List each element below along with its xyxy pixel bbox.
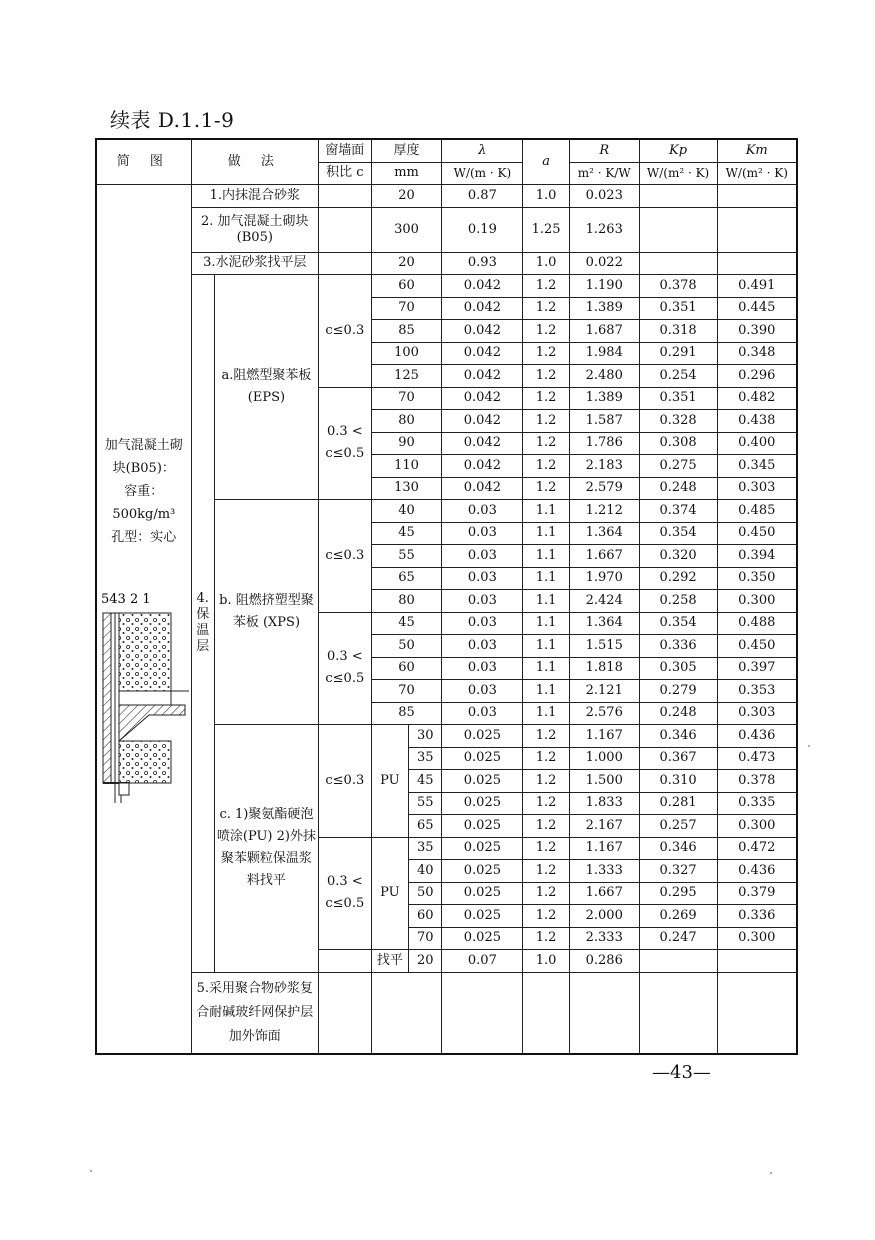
km-cell: 0.390 <box>717 320 797 343</box>
r-cell: 2.167 <box>569 815 639 838</box>
header-km: Km <box>717 139 797 162</box>
kp-cell: 0.248 <box>639 477 717 500</box>
km-cell: 0.472 <box>717 837 797 860</box>
thickness-cell: 70 <box>371 680 442 703</box>
a-cell: 1.2 <box>523 860 570 883</box>
pu-material-code: PU <box>371 837 408 950</box>
kp-cell: 0.327 <box>639 860 717 883</box>
xps-ratio-high: 0.3 < c≤0.5 <box>319 612 372 725</box>
km-cell: 0.473 <box>717 747 797 770</box>
kp-cell <box>639 185 717 208</box>
thickness-cell: 55 <box>371 545 442 568</box>
header-thickness-unit: mm <box>371 162 442 185</box>
r-cell: 2.576 <box>569 702 639 725</box>
thickness-cell: 130 <box>371 477 442 500</box>
a-cell: 1.0 <box>523 252 570 275</box>
a-cell: 1.2 <box>523 905 570 928</box>
lambda-cell: 0.025 <box>442 747 523 770</box>
km-cell: 0.300 <box>717 927 797 950</box>
eps-material-label: a.阻燃型聚苯板 (EPS) <box>214 275 318 500</box>
km-cell: 0.450 <box>717 635 797 658</box>
a-cell <box>523 972 570 1054</box>
km-cell: 0.450 <box>717 522 797 545</box>
kp-cell: 0.320 <box>639 545 717 568</box>
scan-speck <box>90 1170 92 1172</box>
a-cell: 1.2 <box>523 815 570 838</box>
ratio-cell <box>319 950 372 973</box>
km-cell: 0.350 <box>717 567 797 590</box>
a-cell: 1.1 <box>523 635 570 658</box>
kp-cell: 0.354 <box>639 612 717 635</box>
a-cell: 1.2 <box>523 275 570 298</box>
lambda-cell: 0.03 <box>442 680 523 703</box>
km-cell: 0.378 <box>717 770 797 793</box>
thickness-cell: 60 <box>371 657 442 680</box>
kp-cell: 0.374 <box>639 500 717 523</box>
kp-cell: 0.308 <box>639 432 717 455</box>
a-cell: 1.1 <box>523 522 570 545</box>
header-r: R <box>569 139 639 162</box>
r-cell: 1.786 <box>569 432 639 455</box>
kp-cell: 0.269 <box>639 905 717 928</box>
r-cell: 1.515 <box>569 635 639 658</box>
ratio-cell <box>319 185 372 208</box>
thickness-cell: 20 <box>371 252 442 275</box>
km-cell: 0.436 <box>717 725 797 748</box>
kp-cell: 0.275 <box>639 455 717 478</box>
lambda-cell: 0.03 <box>442 635 523 658</box>
table-row <box>96 252 797 275</box>
lambda-cell: 0.042 <box>442 410 523 433</box>
a-cell: 1.2 <box>523 747 570 770</box>
diagram-line: 加气混凝土砌 <box>104 438 183 454</box>
kp-cell: 0.354 <box>639 522 717 545</box>
diagram-layer-labels: 543 2 1 <box>101 592 151 608</box>
km-cell: 0.296 <box>717 365 797 388</box>
diagram-line: 容重： <box>124 484 164 500</box>
thermal-spec-table <box>95 138 798 1055</box>
km-cell: 0.436 <box>717 860 797 883</box>
r-cell: 2.579 <box>569 477 639 500</box>
ratio-cell <box>319 207 372 252</box>
a-cell: 1.0 <box>523 950 570 973</box>
a-cell: 1.2 <box>523 455 570 478</box>
a-cell: 1.1 <box>523 500 570 523</box>
thickness-cell: 60 <box>409 905 442 928</box>
diagram-description <box>99 434 189 549</box>
r-cell: 1.587 <box>569 410 639 433</box>
a-cell: 1.1 <box>523 702 570 725</box>
thickness-cell: 70 <box>371 297 442 320</box>
km-cell <box>717 207 797 252</box>
kp-cell: 0.279 <box>639 680 717 703</box>
r-cell: 1.984 <box>569 342 639 365</box>
r-cell: 2.333 <box>569 927 639 950</box>
layer-2-method: 2. 加气混凝土砌块(B05) <box>191 207 318 252</box>
kp-cell: 0.254 <box>639 365 717 388</box>
kp-cell: 0.351 <box>639 387 717 410</box>
kp-cell: 0.281 <box>639 792 717 815</box>
thickness-cell: 20 <box>371 185 442 208</box>
km-cell: 0.336 <box>717 905 797 928</box>
ratio-cell <box>319 972 372 1054</box>
km-cell: 0.348 <box>717 342 797 365</box>
lambda-cell: 0.042 <box>442 342 523 365</box>
diagram-line: 块(B05)： <box>112 461 175 477</box>
kp-cell: 0.346 <box>639 725 717 748</box>
thickness-cell: 55 <box>409 792 442 815</box>
kp-cell: 0.367 <box>639 747 717 770</box>
km-cell: 0.482 <box>717 387 797 410</box>
lambda-cell: 0.042 <box>442 320 523 343</box>
thickness-cell: 100 <box>371 342 442 365</box>
a-cell: 1.2 <box>523 725 570 748</box>
pu-material-label: c. 1)聚氨酯硬泡喷涂(PU) 2)外抹聚苯颗粒保温浆料找平 <box>214 725 318 973</box>
thickness-cell: 90 <box>371 432 442 455</box>
xps-material-label: b. 阻燃挤塑型聚苯板 (XPS) <box>214 500 318 725</box>
kp-cell: 0.351 <box>639 297 717 320</box>
kp-cell <box>639 972 717 1054</box>
lambda-cell: 0.07 <box>442 950 523 973</box>
pu-ratio-low: c≤0.3 <box>319 725 372 838</box>
thickness-cell: 35 <box>409 837 442 860</box>
kp-cell: 0.291 <box>639 342 717 365</box>
a-cell: 1.2 <box>523 882 570 905</box>
thickness-cell: 60 <box>371 275 442 298</box>
lambda-cell: 0.025 <box>442 725 523 748</box>
thickness-cell: 20 <box>409 950 442 973</box>
r-cell: 1.167 <box>569 837 639 860</box>
a-cell: 1.2 <box>523 432 570 455</box>
thickness-cell: 30 <box>409 725 442 748</box>
km-cell <box>717 252 797 275</box>
lambda-cell: 0.03 <box>442 545 523 568</box>
thickness-cell: 50 <box>371 635 442 658</box>
lambda-cell: 0.03 <box>442 657 523 680</box>
lambda-cell: 0.87 <box>442 185 523 208</box>
lambda-cell: 0.03 <box>442 590 523 613</box>
header-ratio-bottom: 积比 c <box>319 162 372 185</box>
diagram-line: 500kg/m³ <box>112 507 176 523</box>
layer-3-method: 3.水泥砂浆找平层 <box>191 252 318 275</box>
table-body <box>96 185 797 1054</box>
a-cell: 1.2 <box>523 320 570 343</box>
kp-cell: 0.318 <box>639 320 717 343</box>
lambda-cell: 0.03 <box>442 567 523 590</box>
ratio-cell <box>319 252 372 275</box>
km-cell: 0.353 <box>717 680 797 703</box>
thickness-cell: 80 <box>371 410 442 433</box>
pu-ratio-high: 0.3 < c≤0.5 <box>319 837 372 950</box>
a-cell: 1.2 <box>523 342 570 365</box>
kp-cell: 0.336 <box>639 635 717 658</box>
km-cell: 0.303 <box>717 477 797 500</box>
r-cell: 1.212 <box>569 500 639 523</box>
r-cell: 2.000 <box>569 905 639 928</box>
lambda-cell: 0.042 <box>442 387 523 410</box>
km-cell: 0.300 <box>717 815 797 838</box>
r-cell: 1.500 <box>569 770 639 793</box>
thickness-cell: 45 <box>409 770 442 793</box>
lambda-cell: 0.025 <box>442 905 523 928</box>
layer-5-method: 5.采用聚合物砂浆复合耐碱玻纤网保护层加外饰面 <box>191 972 318 1054</box>
r-cell: 1.000 <box>569 747 639 770</box>
thickness-cell: 70 <box>371 387 442 410</box>
header-lambda-unit: W/(m · K) <box>442 162 523 185</box>
header-row-1 <box>96 139 797 162</box>
table-row <box>96 185 797 208</box>
kp-cell: 0.346 <box>639 837 717 860</box>
lambda-cell: 0.025 <box>442 770 523 793</box>
lambda-cell: 0.042 <box>442 275 523 298</box>
a-cell: 1.2 <box>523 387 570 410</box>
thickness-cell: 125 <box>371 365 442 388</box>
a-cell: 1.2 <box>523 927 570 950</box>
kp-cell: 0.247 <box>639 927 717 950</box>
xps-ratio-low: c≤0.3 <box>319 500 372 613</box>
a-cell: 1.1 <box>523 567 570 590</box>
lambda-cell: 0.03 <box>442 522 523 545</box>
a-cell: 1.2 <box>523 837 570 860</box>
a-cell: 1.2 <box>523 410 570 433</box>
lambda-cell: 0.19 <box>442 207 523 252</box>
thickness-cell: 65 <box>371 567 442 590</box>
km-cell: 0.335 <box>717 792 797 815</box>
page-number: —43— <box>652 1062 711 1083</box>
header-ratio-top: 窗墙面 <box>319 139 372 162</box>
r-cell: 1.667 <box>569 545 639 568</box>
kp-cell <box>639 207 717 252</box>
table-row <box>96 207 797 252</box>
r-cell: 1.818 <box>569 657 639 680</box>
r-cell: 0.022 <box>569 252 639 275</box>
lambda-cell: 0.025 <box>442 815 523 838</box>
scan-speck <box>808 745 810 747</box>
eps-ratio-low: c≤0.3 <box>319 275 372 388</box>
km-cell <box>717 950 797 973</box>
lambda-cell: 0.042 <box>442 477 523 500</box>
kp-cell: 0.248 <box>639 702 717 725</box>
diagram-line: 孔型：实心 <box>111 530 177 546</box>
kp-cell: 0.257 <box>639 815 717 838</box>
r-cell: 1.970 <box>569 567 639 590</box>
thickness-cell: 45 <box>371 522 442 545</box>
eps-ratio-high: 0.3 < c≤0.5 <box>319 387 372 500</box>
r-cell: 1.389 <box>569 297 639 320</box>
a-cell: 1.0 <box>523 185 570 208</box>
thickness-cell: 80 <box>371 590 442 613</box>
r-cell: 1.333 <box>569 860 639 883</box>
r-cell: 2.424 <box>569 590 639 613</box>
km-cell: 0.300 <box>717 590 797 613</box>
km-cell: 0.379 <box>717 882 797 905</box>
thickness-cell: 300 <box>371 207 442 252</box>
km-cell: 0.438 <box>717 410 797 433</box>
layer-1-method: 1.内抹混合砂浆 <box>191 185 318 208</box>
thickness-cell: 40 <box>371 500 442 523</box>
thickness-cell: 110 <box>371 455 442 478</box>
lambda-cell: 0.042 <box>442 432 523 455</box>
lambda-cell: 0.025 <box>442 860 523 883</box>
lambda-cell: 0.03 <box>442 702 523 725</box>
r-cell: 1.833 <box>569 792 639 815</box>
lambda-cell: 0.025 <box>442 837 523 860</box>
a-cell: 1.1 <box>523 657 570 680</box>
a-cell: 1.1 <box>523 545 570 568</box>
lambda-cell: 0.03 <box>442 500 523 523</box>
r-cell: 0.286 <box>569 950 639 973</box>
km-cell: 0.445 <box>717 297 797 320</box>
a-cell: 1.2 <box>523 365 570 388</box>
kp-cell: 0.292 <box>639 567 717 590</box>
thickness-cell: 70 <box>409 927 442 950</box>
a-cell: 1.2 <box>523 477 570 500</box>
km-cell: 0.400 <box>717 432 797 455</box>
header-kp: Kp <box>639 139 717 162</box>
thickness-cell <box>371 972 442 1054</box>
kp-cell <box>639 252 717 275</box>
kp-cell: 0.310 <box>639 770 717 793</box>
lambda-cell: 0.042 <box>442 297 523 320</box>
a-cell: 1.2 <box>523 770 570 793</box>
lambda-cell: 0.93 <box>442 252 523 275</box>
r-cell: 2.480 <box>569 365 639 388</box>
km-cell <box>717 972 797 1054</box>
a-cell: 1.1 <box>523 612 570 635</box>
r-cell: 1.687 <box>569 320 639 343</box>
thickness-cell: 65 <box>409 815 442 838</box>
km-cell: 0.491 <box>717 275 797 298</box>
thickness-cell: 35 <box>409 747 442 770</box>
lambda-cell: 0.025 <box>442 882 523 905</box>
table-row <box>96 275 797 298</box>
header-r-unit: m² · K/W <box>569 162 639 185</box>
r-cell <box>569 972 639 1054</box>
km-cell: 0.488 <box>717 612 797 635</box>
r-cell: 1.167 <box>569 725 639 748</box>
header-km-unit: W/(m² · K) <box>717 162 797 185</box>
a-cell: 1.2 <box>523 297 570 320</box>
r-cell: 1.364 <box>569 522 639 545</box>
thickness-cell: 85 <box>371 702 442 725</box>
kp-cell: 0.328 <box>639 410 717 433</box>
r-cell: 2.121 <box>569 680 639 703</box>
kp-cell: 0.258 <box>639 590 717 613</box>
thickness-cell: 50 <box>409 882 442 905</box>
km-cell <box>717 185 797 208</box>
header-kp-unit: W/(m² · K) <box>639 162 717 185</box>
thickness-cell: 40 <box>409 860 442 883</box>
kp-cell <box>639 950 717 973</box>
header-thickness: 厚度 <box>371 139 442 162</box>
r-cell: 2.183 <box>569 455 639 478</box>
a-cell: 1.2 <box>523 792 570 815</box>
header-lambda: λ <box>442 139 523 162</box>
r-cell: 1.667 <box>569 882 639 905</box>
wall-section-diagram <box>99 591 191 803</box>
pu-material-code: PU <box>371 725 408 838</box>
lambda-cell: 0.03 <box>442 612 523 635</box>
a-cell: 1.25 <box>523 207 570 252</box>
r-cell: 1.364 <box>569 612 639 635</box>
kp-cell: 0.305 <box>639 657 717 680</box>
lambda-cell <box>442 972 523 1054</box>
r-cell: 0.023 <box>569 185 639 208</box>
r-cell: 1.389 <box>569 387 639 410</box>
header-method: 做 法 <box>191 139 318 185</box>
kp-cell: 0.295 <box>639 882 717 905</box>
km-cell: 0.345 <box>717 455 797 478</box>
lambda-cell: 0.025 <box>442 792 523 815</box>
km-cell: 0.485 <box>717 500 797 523</box>
km-cell: 0.394 <box>717 545 797 568</box>
layer-4-method: 4. 保 温 层 <box>191 275 214 973</box>
a-cell: 1.1 <box>523 590 570 613</box>
a-cell: 1.1 <box>523 680 570 703</box>
table-caption: 续表 D.1.1-9 <box>110 108 235 132</box>
r-cell: 1.190 <box>569 275 639 298</box>
lambda-cell: 0.025 <box>442 927 523 950</box>
wall-diagram-cell <box>96 185 191 1054</box>
kp-cell: 0.378 <box>639 275 717 298</box>
km-cell: 0.397 <box>717 657 797 680</box>
lambda-cell: 0.042 <box>442 455 523 478</box>
pu-level-name: 找平 <box>371 950 408 973</box>
km-cell: 0.303 <box>717 702 797 725</box>
thickness-cell: 45 <box>371 612 442 635</box>
lambda-cell: 0.042 <box>442 365 523 388</box>
r-cell: 1.263 <box>569 207 639 252</box>
scan-speck <box>770 1172 772 1174</box>
thickness-cell: 85 <box>371 320 442 343</box>
header-diagram: 简 图 <box>96 139 191 185</box>
table-row <box>96 972 797 1054</box>
header-a: a <box>523 139 570 185</box>
